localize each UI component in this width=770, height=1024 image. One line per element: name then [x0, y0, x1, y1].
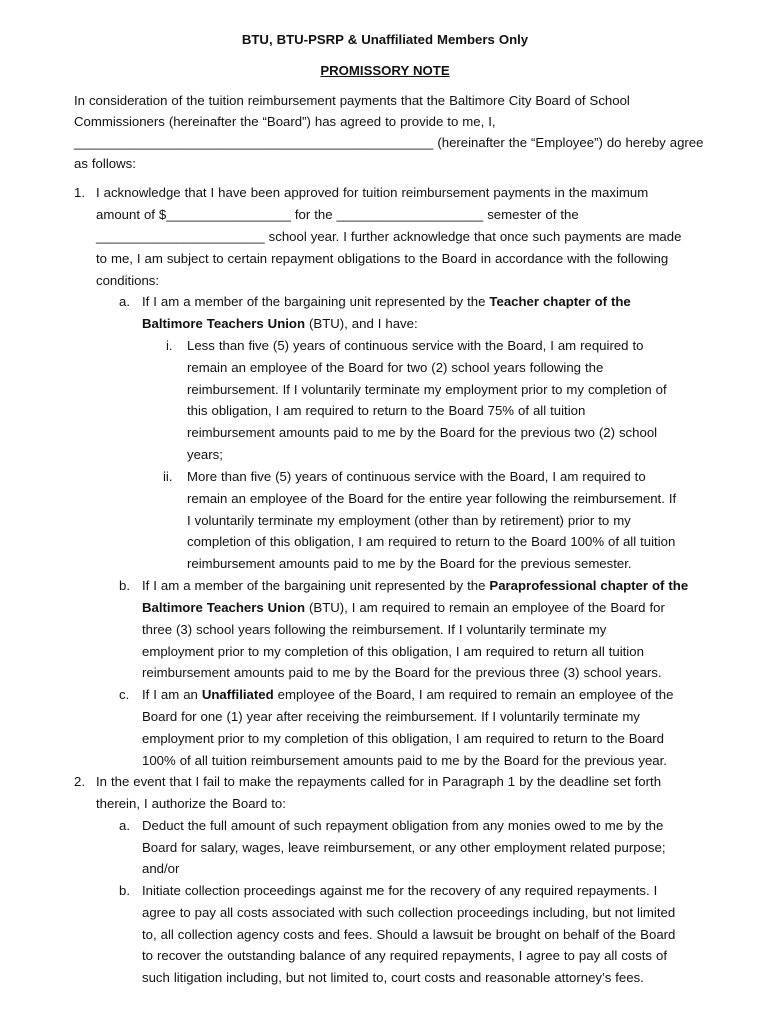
org-line: BTU, BTU-PSRP & Unaffiliated Members Only: [241, 32, 529, 47]
subitem-line: [142, 577, 688, 594]
subitem-letter: a.: [119, 294, 130, 309]
item-line: therein, I authorize the Board to:: [96, 796, 286, 811]
item-number: 1.: [74, 185, 85, 200]
roman-line: remain an employee of the Board for two (2) school years following the: [187, 360, 604, 375]
roman-line: completion of this obligation, I am required to return to the Board 100% of all tuition: [187, 534, 676, 549]
intro-line: Commissioners (hereinafter the “Board”) has agreed to provide to me, I,: [74, 114, 496, 129]
subitem-line: employment prior to my completion of this obligation, I am required to return to the Board: [142, 731, 664, 746]
roman-line: reimbursement. If I voluntarily terminate my employment prior to my completion of: [187, 382, 667, 397]
chapter-name: Teacher chapter of the: [489, 294, 631, 309]
intro-line: _________________________________________________ (hereinafter the “Employee”) do hereby agree: [74, 135, 704, 150]
subitem-line: three (3) school years following the reimbursement. If I voluntarily terminate my: [142, 622, 607, 637]
subitem-line: to recover the outstanding balance of any required repayments, I agree to pay all costs of: [142, 948, 667, 963]
item-line: conditions:: [96, 273, 160, 288]
subitem-line: Initiate collection proceedings against me for the recovery of any required repayments. I: [142, 883, 658, 898]
subitem-line: such litigation including, but not limited to, court costs and reasonable attorney’s fees.: [142, 970, 644, 985]
subitem-line: agree to pay all costs associated with such collection proceedings including, but not limited: [142, 905, 676, 920]
subitem-line: 100% of all tuition reimbursement amounts paid to me by the Board for the previous year.: [142, 753, 667, 768]
subitem-line: [142, 293, 631, 310]
item-line: _______________________ school year. I further acknowledge that once such payments are made: [96, 229, 682, 244]
subitem-line: Deduct the full amount of such repayment obligation from any monies owed to me by the: [142, 818, 664, 833]
document-title: PROMISSORY NOTE: [320, 63, 450, 78]
subitem-line: Board for one (1) year after receiving the reimbursement. If I voluntarily terminate my: [142, 709, 640, 724]
chapter-name: Paraprofessional chapter of the: [489, 578, 689, 593]
subitem-text: If I am a member of the bargaining unit represented by the: [142, 578, 490, 593]
union-name: Baltimore Teachers Union: [142, 316, 306, 331]
subitem-letter: b.: [119, 578, 130, 593]
intro-line: as follows:: [74, 156, 136, 171]
subitem-line: reimbursement amounts paid to me by the Board for the previous three (3) school years.: [142, 665, 662, 680]
subitem-text: If I am an: [142, 687, 202, 702]
subitem-text: If I am a member of the bargaining unit represented by the: [142, 294, 490, 309]
roman-line: remain an employee of the Board for the entire year following the reimbursement. If: [187, 491, 677, 506]
roman-numeral: ii.: [163, 469, 173, 484]
union-name: Baltimore Teachers Union: [142, 600, 306, 615]
item-line: I acknowledge that I have been approved for tuition reimbursement payments in the maximum: [96, 185, 649, 200]
subitem-text: (BTU), I am required to remain an employee of the Board for: [305, 600, 665, 615]
roman-line: reimbursement amounts paid to me by the Board for the previous two (2) school: [187, 425, 658, 440]
unaffiliated-label: Unaffiliated: [201, 687, 274, 702]
intro-line: In consideration of the tuition reimbursement payments that the Baltimore City Board of School: [74, 93, 630, 108]
item-number: 2.: [74, 774, 85, 789]
roman-line: I voluntarily terminate my employment (other than by retirement) prior to my: [187, 513, 631, 528]
roman-line: years;: [187, 447, 223, 462]
roman-line: More than five (5) years of continuous service with the Board, I am required to: [187, 469, 646, 484]
subitem-line: to, all collection agency costs and fees. Should a lawsuit be brought on behalf of the Board: [142, 927, 676, 942]
item-line: amount of $_________________ for the ____________________ semester of the: [96, 207, 579, 222]
roman-line: reimbursement amounts paid to me by the Board for the previous semester.: [187, 556, 632, 571]
item-line: In the event that I fail to make the repayments called for in Paragraph 1 by the deadline set forth: [96, 774, 662, 789]
subitem-line: Board for salary, wages, leave reimbursement, or any other employment related purpose;: [142, 840, 666, 855]
subitem-line: [142, 599, 665, 616]
subitem-text: employee of the Board, I am required to remain an employee of the: [273, 687, 674, 702]
subitem-letter: a.: [119, 818, 130, 833]
subitem-letter: b.: [119, 883, 130, 898]
subitem-line: employment prior to my completion of this obligation, I am required to return all tuition: [142, 644, 644, 659]
roman-numeral: i.: [166, 338, 173, 353]
subitem-text: (BTU), and I have:: [305, 316, 418, 331]
subitem-line: [142, 686, 673, 703]
subitem-line: [142, 315, 418, 332]
item-line: to me, I am subject to certain repayment obligations to the Board in accordance with the following: [96, 251, 669, 266]
roman-line: this obligation, I am required to return to the Board 75% of all tuition: [187, 403, 586, 418]
subitem-line: and/or: [142, 861, 180, 876]
roman-line: Less than five (5) years of continuous service with the Board, I am required to: [187, 338, 644, 353]
subitem-letter: c.: [119, 687, 130, 702]
